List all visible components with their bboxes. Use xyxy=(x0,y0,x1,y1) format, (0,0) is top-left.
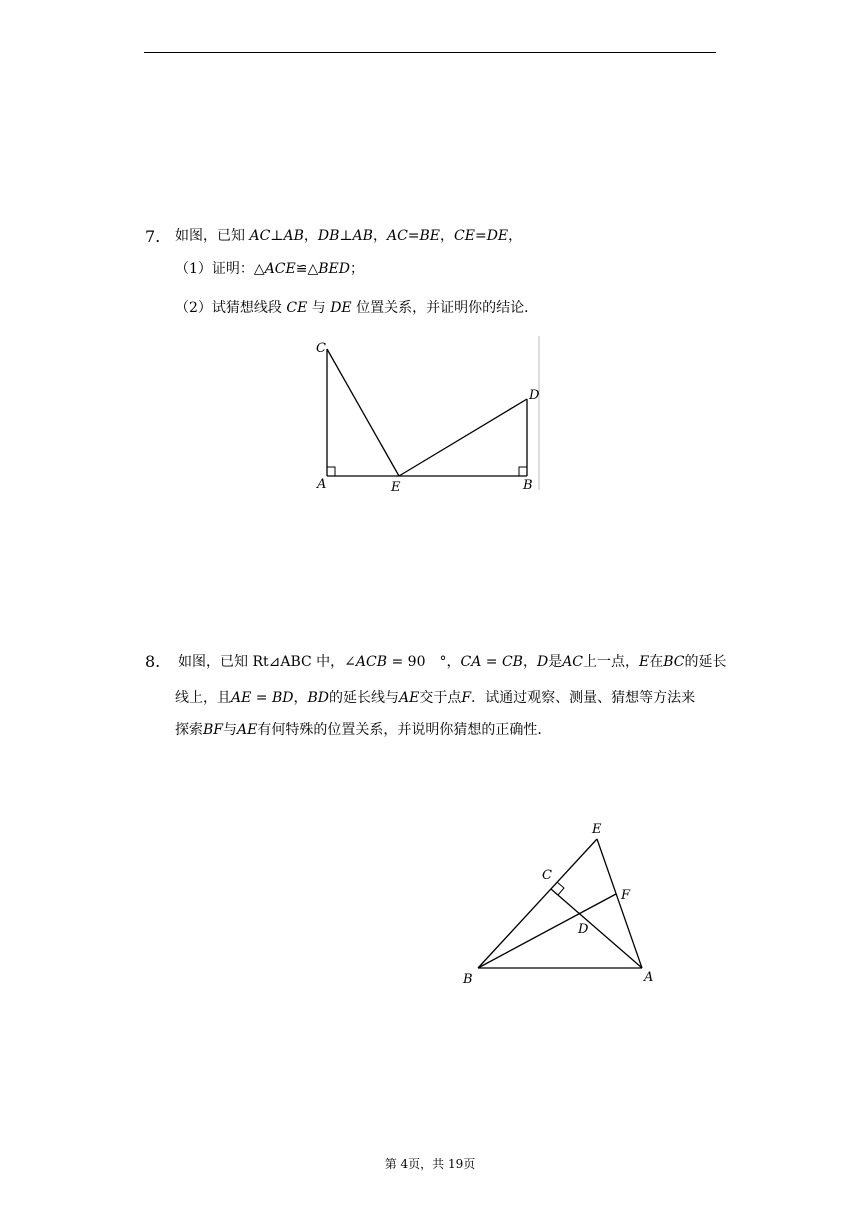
text-segment: BF xyxy=(203,722,224,738)
text-segment: 的延长线与 xyxy=(329,690,400,706)
text-segment: （1）证明：△ xyxy=(175,261,265,277)
text-segment: ， xyxy=(508,228,523,244)
text-segment: BED xyxy=(318,261,350,277)
label-C: C xyxy=(542,868,552,883)
text-segment: AC xyxy=(249,228,271,244)
text-segment: 探索 xyxy=(175,722,203,738)
text-segment: DB xyxy=(317,228,340,244)
text-segment: E xyxy=(639,654,650,670)
text-segment: AE xyxy=(237,722,258,738)
text-segment: 上一点， xyxy=(583,654,640,670)
question-8-number: 8. xyxy=(145,652,161,671)
text-segment: CE xyxy=(454,228,475,244)
text-segment: 交于点 xyxy=(419,690,462,706)
text-segment: BE xyxy=(419,228,441,244)
text-segment: ， xyxy=(522,654,537,670)
text-segment: CA xyxy=(460,654,482,670)
text-segment: ACE xyxy=(264,261,296,277)
text-segment: D xyxy=(536,654,549,670)
text-segment: 与 xyxy=(307,300,331,316)
text-segment: AE xyxy=(399,690,420,706)
label-D: D xyxy=(578,922,589,937)
text-segment: = xyxy=(474,228,487,244)
text-segment: AB xyxy=(283,228,304,244)
text-segment: 的延长 xyxy=(684,654,727,670)
text-segment: ．试通过观察、测量、猜想等方法来 xyxy=(471,690,696,706)
text-segment: 是 xyxy=(548,654,563,670)
text-segment: 线上，且 xyxy=(175,690,231,706)
text-segment: = xyxy=(481,654,502,670)
label-D: D xyxy=(529,388,540,403)
segment-BE xyxy=(478,839,597,968)
text-segment: DE xyxy=(330,300,352,316)
text-segment: ∠ xyxy=(344,654,356,670)
text-segment: 位置关系，并证明你的结论． xyxy=(351,300,539,316)
text-segment: F xyxy=(461,690,472,706)
text-segment: ， xyxy=(372,228,387,244)
text-segment: BD xyxy=(307,690,330,706)
text-segment: ， xyxy=(293,690,308,706)
text-segment: ， xyxy=(303,228,318,244)
text-segment: AB xyxy=(352,228,373,244)
right-angle-mark-C xyxy=(557,882,564,895)
question-7-number: 7. xyxy=(145,227,161,246)
text-segment: = xyxy=(407,228,420,244)
text-segment: = 90 °， xyxy=(387,654,461,670)
text-segment: ACB xyxy=(355,654,388,670)
text-segment: ⊥ xyxy=(270,228,284,244)
text-segment: 在 xyxy=(649,654,664,670)
text-segment: 如图，已知 Rt⊿ABC 中， xyxy=(178,654,345,670)
text-segment: ≌△ xyxy=(295,261,319,277)
text-segment: AE xyxy=(231,690,252,706)
label-F: F xyxy=(621,888,631,903)
text-segment: ； xyxy=(349,261,364,277)
label-E: E xyxy=(592,822,602,837)
text-segment: DE xyxy=(486,228,509,244)
text-segment: （2）试猜想线段 xyxy=(175,300,287,316)
label-B: B xyxy=(523,478,533,493)
text-segment: CE xyxy=(286,300,308,316)
text-segment: ⊥ xyxy=(339,228,353,244)
text-segment: 有何特殊的位置关系，并说明你猜想的正确性． xyxy=(257,722,552,738)
text-segment: AC xyxy=(562,654,584,670)
text-segment: = xyxy=(251,690,272,706)
segment-BF xyxy=(478,894,616,968)
page-footer: 第 4页，共 19页 xyxy=(384,1157,476,1171)
text-segment: BD xyxy=(271,690,294,706)
text-segment: CB xyxy=(501,654,523,670)
text-segment: ， xyxy=(440,228,455,244)
label-A: A xyxy=(644,970,654,985)
label-A: A xyxy=(317,477,327,492)
label-B: B xyxy=(463,972,473,987)
label-E: E xyxy=(391,480,401,495)
text-segment: AC xyxy=(386,228,408,244)
text-segment: 与 xyxy=(223,722,238,738)
text-segment: 如图，已知 xyxy=(175,228,250,244)
text-segment: BC xyxy=(663,654,685,670)
label-C: C xyxy=(316,341,326,356)
